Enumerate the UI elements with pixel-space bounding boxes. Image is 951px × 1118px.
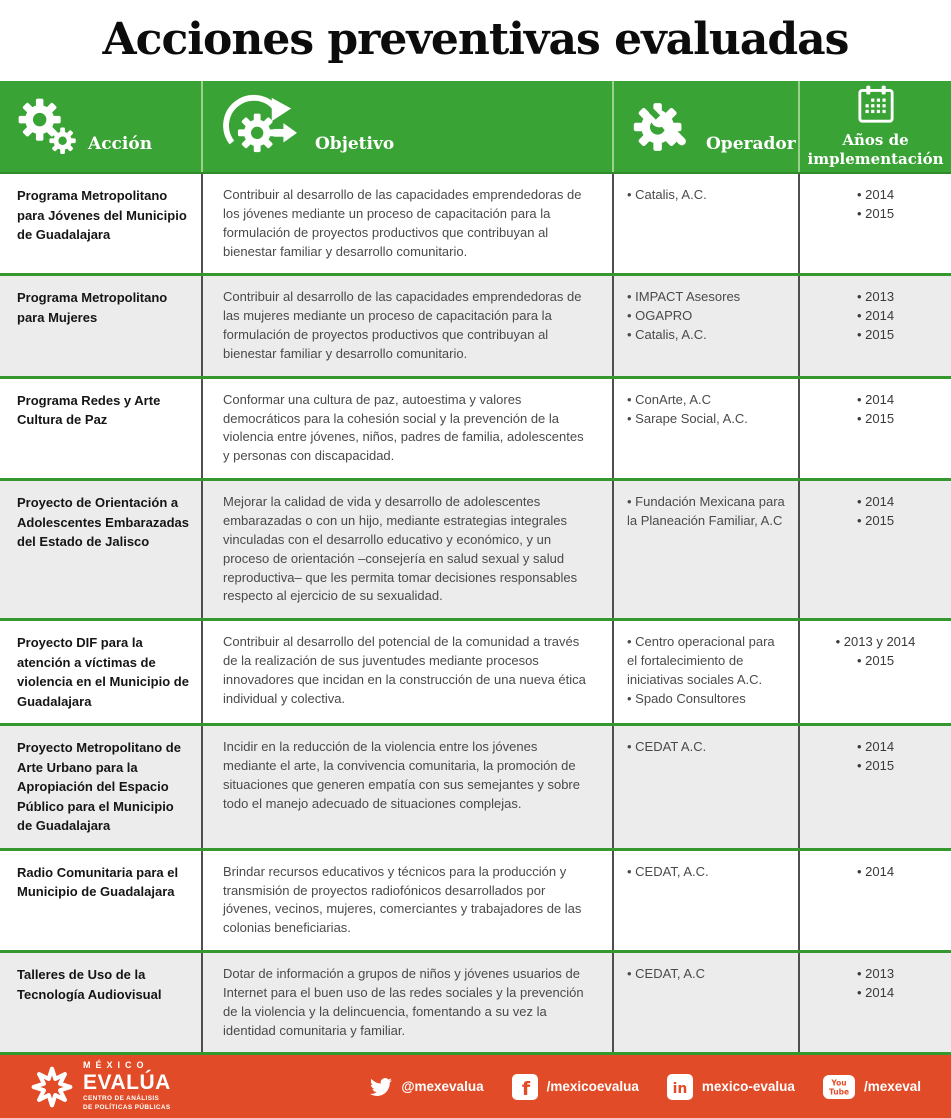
anio-item: • 2015 [814,410,937,429]
operador-cell [612,481,798,618]
table-row [0,848,951,950]
anio-item: • 2015 [814,757,937,776]
objetivo-cell: Brindar recursos educativos y técnicos para la producción y transmisión de proyectos radiofónicos desarrollados por jóvenes, vecinos, mujeres, comerciantes y trabajadores de las colonias beneficiarias. [201,851,612,950]
facebook-handle: /mexicoevalua [546,1079,639,1095]
twitter-icon [370,1076,392,1098]
accion-cell: Talleres de Uso de la Tecnología Audiovisual [17,967,162,1002]
column-label-operador: Operador [706,133,796,154]
operador-item: • Fundación Mexicana para la Planeación Familiar, A.C [627,493,788,531]
svg-text:You: You [831,1078,847,1088]
table-row [0,376,951,478]
anio-item: • 2015 [814,512,937,531]
youtube-link[interactable] [823,1075,921,1099]
table-body [0,174,951,1055]
anios-cell [798,276,951,375]
table-row [0,478,951,618]
linkedin-icon [667,1074,693,1100]
accion-cell: Radio Comunitaria para el Municipio de Guadalajara [17,864,179,900]
operador-item: • CEDAT, A.C. [627,863,788,882]
anios-cell [798,174,951,273]
twitter-link[interactable] [370,1076,483,1098]
objetivo-cell: Contribuir al desarrollo de las capacidades emprendedoras de los jóvenes mediante un proceso de capacitación para la formulación de proyectos productivos que contribuyan al bienestar familiar y desarrollo comunitario. [201,174,612,273]
facebook-icon [512,1074,538,1100]
anio-item: • 2014 [814,391,937,410]
anio-item: • 2013 y 2014 [814,633,937,652]
gear-wrench-icon [628,93,698,161]
objetivo-cell: Dotar de información a grupos de niños y jóvenes usuarios de Internet para el buen uso de las redes sociales y la prevención de la violencia y la delincuencia, fomentando a su vez la identidad comunitaria y familiar. [201,953,612,1052]
anios-cell [798,481,951,618]
accion-cell: Programa Metropolitano para Jóvenes del Municipio de Guadalajara [17,188,187,242]
operador-item: • ConArte, A.C [627,391,788,410]
anio-item: • 2014 [814,738,937,757]
table-row [0,273,951,375]
operador-item: • Catalis, A.C. [627,186,788,205]
brand-main: EVALÚA [83,1071,171,1095]
accion-cell: Programa Redes y Arte Cultura de Paz [17,392,161,428]
table-row [0,723,951,848]
table-row [0,618,951,723]
table-row [0,950,951,1052]
anio-item: • 2013 [814,288,937,307]
star-logo-icon [30,1065,74,1109]
anio-item: • 2015 [814,326,937,345]
calendar-icon [855,84,897,126]
operador-cell [612,953,798,1052]
twitter-handle: @mexevalua [401,1079,484,1095]
operador-item: • CEDAT, A.C [627,965,788,984]
column-header-anios [798,81,951,172]
linkedin-handle: mexico-evalua [701,1079,795,1095]
operador-cell [612,174,798,273]
linkedin-link[interactable] [667,1074,795,1100]
objetivo-cell: Contribuir al desarrollo del potencial de la comunidad a través de la realización de sus juventudes mediante procesos innovadores que incidan en la construcción de una nueva ética individual y colectiva. [201,621,612,723]
accion-cell: Proyecto Metropolitano de Arte Urbano para la Apropiación del Espacio Público para el Municipio de Guadalajara [17,740,181,834]
operador-item: • IMPACT Asesores [627,288,788,307]
gears-icon [14,94,80,160]
gear-cycle-arrow-icon [221,92,305,162]
facebook-link[interactable] [512,1074,639,1100]
footer-bar [0,1055,951,1118]
social-links [370,1074,921,1100]
column-label-accion: Acción [88,133,153,154]
objetivo-cell: Contribuir al desarrollo de las capacidades emprendedoras de las mujeres mediante un proceso de capacitación para la formulación de proyectos productivos que contribuyan al bienestar familiar y desarrollo comunitario. [201,276,612,375]
anio-item: • 2013 [814,965,937,984]
column-header-accion [0,81,201,172]
svg-text:f: f [521,1077,530,1100]
youtube-handle: /mexeval [863,1079,921,1095]
brand-top: MÉXICO [83,1060,149,1071]
page-title: Acciones preventivas evaluadas [102,14,849,65]
anio-item: • 2014 [814,984,937,1003]
accion-cell: Proyecto DIF para la atención a víctimas de violencia en el Municipio de Guadalajara [17,635,189,709]
anio-item: • 2015 [814,205,937,224]
operador-cell [612,726,798,848]
operador-cell [612,379,798,478]
anios-cell [798,953,951,1052]
accion-cell: Programa Metropolitano para Mujeres [17,290,168,325]
table-row [0,174,951,273]
logo-text [83,1061,171,1112]
operador-cell [612,276,798,375]
objetivo-cell: Mejorar la calidad de vida y desarrollo de adolescentes embarazadas o con un hijo, mediante estrategias integrales vinculadas con el desarrollo educativo y económico, y un proceso de orientación –consejería en salud sexual y salud reproductiva– que les permita tomar decisiones responsables respecto al ejercicio de su sexualidad. [201,481,612,618]
logo-tagline-line1: CENTRO DE ANÁLISIS [83,1095,160,1103]
operador-cell [612,621,798,723]
anio-item: • 2014 [814,493,937,512]
operador-item: • Spado Consultores [627,690,788,709]
table-header [0,81,951,174]
operador-item: • CEDAT A.C. [627,738,788,757]
svg-text:Tube: Tube [828,1087,849,1097]
mexico-evalua-logo [30,1061,171,1112]
column-label-objetivo: Objetivo [315,133,395,154]
anio-item: • 2014 [814,186,937,205]
anios-cell [798,621,951,723]
objetivo-cell: Conformar una cultura de paz, autoestima y valores democráticos para la cohesión social y la prevención de la violencia entre jóvenes, niños, padres de familia, adolescentes y personas con discapacidad. [201,379,612,478]
anios-cell [798,851,951,950]
column-label-anios: Años de implementación [807,131,944,168]
anios-cell [798,379,951,478]
anio-item: • 2014 [814,863,937,882]
operador-item: • OGAPRO [627,307,788,326]
svg-text:in: in [672,1080,688,1097]
objetivo-cell: Incidir en la reducción de la violencia entre los jóvenes mediante el arte, la convivencia comunitaria, la promoción de situaciones que generen empatía con sus semejantes y sobre todo el manejo adecuado de situaciones complejas. [201,726,612,848]
column-header-objetivo [201,81,612,172]
column-header-operador [612,81,798,172]
logo-tagline-line2: DE POLÍTICAS PÚBLICAS [83,1103,171,1111]
operador-cell [612,851,798,950]
operador-item: • Catalis, A.C. [627,326,788,345]
operador-item: • Centro operacional para el fortalecimiento de iniciativas sociales A.C. [627,633,788,690]
youtube-icon [823,1075,855,1099]
anio-item: • 2015 [814,652,937,671]
anios-cell [798,726,951,848]
operador-item: • Sarape Social, A.C. [627,410,788,429]
anio-item: • 2014 [814,307,937,326]
accion-cell: Proyecto de Orientación a Adolescentes Embarazadas del Estado de Jalisco [17,495,189,550]
